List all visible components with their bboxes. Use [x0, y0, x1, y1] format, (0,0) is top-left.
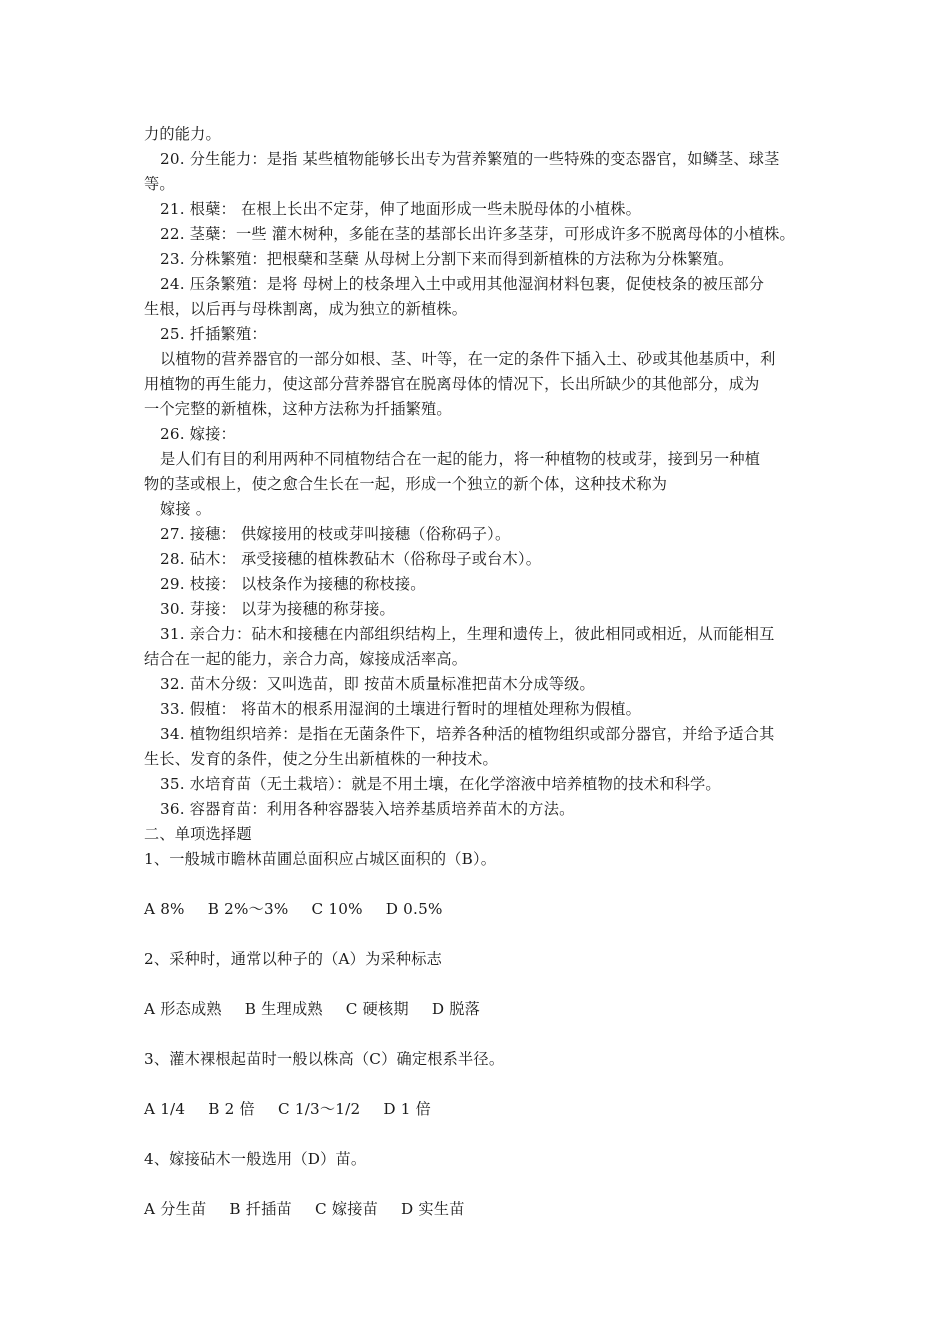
- option-d: D 实生苗: [401, 1200, 465, 1218]
- text-line: 用植物的再生能力，使这部分营养器官在脱离母体的情况下，长出所缺少的其他部分，成为: [144, 375, 760, 393]
- text-line: 34. 植物组织培养：是指在无菌条件下，培养各种活的植物组织或部分器官，并给予适合其: [160, 725, 775, 743]
- text-line: 是人们有目的利用两种不同植物结合在一起的能力，将一种植物的枝或芽，接到另一种植: [160, 450, 761, 468]
- option-a: A 形态成熟: [144, 1000, 222, 1018]
- option-a: A 分生苗: [144, 1200, 207, 1218]
- option-b: B 生理成熟: [244, 1000, 323, 1018]
- option-d: D 脱落: [431, 1000, 480, 1018]
- text-line: 31. 亲合力：砧木和接穗在内部组织结构上，生理和遗传上，彼此相同或相近，从而能相互: [160, 625, 775, 643]
- option-a: A 1/4: [144, 1100, 186, 1118]
- option-c: C 1/3～1/2: [277, 1100, 361, 1118]
- option-c: C 硬核期: [345, 1000, 409, 1018]
- option-a: A 8%: [144, 900, 185, 918]
- text-line: 1、一般城市瞻林苗圃总面积应占城区面积的（B）。: [144, 850, 497, 868]
- text-line: 20. 分生能力：是指 某些植物能够长出专为营养繁殖的一些特殊的变态器官，如鳞茎、球茎: [160, 150, 780, 168]
- text-line: 生根，以后再与母株割离，成为独立的新植株。: [144, 300, 468, 318]
- text-line: 嫁接 。: [160, 500, 212, 518]
- text-line: 28. 砧木： 承受接穗的植株教砧木（俗称母子或台木）。: [160, 550, 542, 568]
- text-line: 32. 苗木分级：又叫选苗，即 按苗木质量标准把苗木分成等级。: [160, 675, 595, 693]
- text-line: 24. 压条繁殖：是将 母树上的枝条埋入土中或用其他湿润材料包裹，促使枝条的被压部分: [160, 275, 765, 293]
- option-c: C 嫁接苗: [314, 1200, 378, 1218]
- document-body: [144, 122, 824, 1222]
- text-line: 23. 分株繁殖：把根蘖和茎蘖 从母树上分割下来而得到新植株的方法称为分株繁殖。: [160, 250, 734, 268]
- question-4-stem: 4、嫁接砧木一般选用（D）苗。: [144, 1150, 367, 1168]
- text-line: 26. 嫁接：: [160, 425, 236, 443]
- text-line: 21. 根蘖： 在根上长出不定芽，伸了地面形成一些未脱母体的小植株。: [160, 200, 642, 218]
- option-d: D 1 倍: [383, 1100, 432, 1118]
- text-line: 生长、发育的条件，使之分生出新植株的一种技术。: [144, 750, 498, 768]
- text-line: 物的茎或根上，使之愈合生长在一起，形成一个独立的新个体，这种技术称为: [144, 475, 668, 493]
- option-b: B 2%～3%: [207, 900, 289, 918]
- text-line: 等。: [144, 175, 175, 193]
- text-line: 25. 扦插繁殖：: [160, 325, 267, 343]
- question-4-options: [144, 1197, 824, 1222]
- option-b: B 扦插苗: [229, 1200, 292, 1218]
- text-line: 二、单项选择题: [144, 825, 252, 843]
- question-3-stem: 3、灌木裸根起苗时一般以株高（C）确定根系半径。: [144, 1050, 505, 1068]
- question-2-stem: 2、采种时，通常以种子的（A）为采种标志: [144, 950, 443, 968]
- text-line: 33. 假植： 将苗木的根系用湿润的土壤进行暂时的埋植处理称为假植。: [160, 700, 642, 718]
- text-line: 结合在一起的能力，亲合力高，嫁接成活率高。: [144, 650, 468, 668]
- text-line: 以植物的营养器官的一部分如根、茎、叶等，在一定的条件下插入土、砂或其他基质中，利: [160, 350, 776, 368]
- definition-lines: [144, 122, 824, 872]
- option-c: C 10%: [311, 900, 363, 918]
- text-line: 一个完整的新植株，这种方法称为扦插繁殖。: [144, 400, 452, 418]
- option-b: B 2 倍: [208, 1100, 255, 1118]
- text-line: 力的能力。: [144, 125, 221, 143]
- text-line: 36. 容器育苗：利用各种容器装入培养基质培养苗木的方法。: [160, 800, 575, 818]
- text-line: 30. 芽接： 以芽为接穗的称芽接。: [160, 600, 395, 618]
- text-line: 29. 枝接： 以枝条作为接穗的称枝接。: [160, 575, 426, 593]
- question-1-options: [144, 897, 824, 922]
- text-line: 35. 水培育苗（无土栽培）：就是不用土壤，在化学溶液中培养植物的技术和科学。: [160, 775, 721, 793]
- question-3-options: [144, 1097, 824, 1122]
- option-d: D 0.5%: [385, 900, 443, 918]
- text-line: 22. 茎蘖：一些 灌木树种，多能在茎的基部长出许多茎芽，可形成许多不脱离母体的小植株。: [160, 225, 795, 243]
- text-line: 27. 接穗： 供嫁接用的枝或芽叫接穗（俗称码子）。: [160, 525, 511, 543]
- question-2-options: [144, 997, 824, 1022]
